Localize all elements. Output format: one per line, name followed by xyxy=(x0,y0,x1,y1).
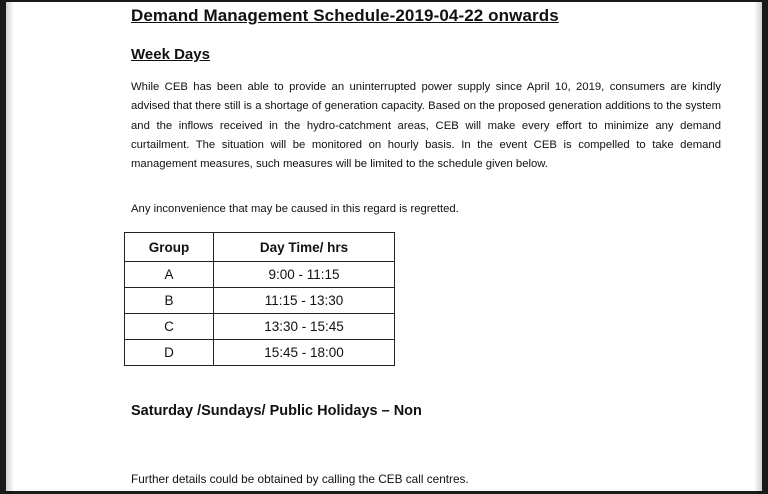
header-day-time: Day Time/ hrs xyxy=(214,233,395,262)
time-cell: 11:15 - 13:30 xyxy=(214,288,395,314)
table-header-row xyxy=(125,233,395,262)
schedule-table xyxy=(124,232,395,366)
time-cell: 13:30 - 15:45 xyxy=(214,314,395,340)
footer-note: Further details could be obtained by calling the CEB call centres. xyxy=(131,472,469,486)
table-row xyxy=(125,288,395,314)
table-row xyxy=(125,262,395,288)
group-cell: A xyxy=(125,262,214,288)
group-cell: D xyxy=(125,340,214,366)
regret-note: Any inconvenience that may be caused in this regard is regretted. xyxy=(131,203,459,215)
header-group: Group xyxy=(125,233,214,262)
document-title: Demand Management Schedule-2019-04-22 onwards xyxy=(131,6,559,25)
time-cell: 9:00 - 11:15 xyxy=(214,262,395,288)
group-cell: B xyxy=(125,288,214,314)
notice-paragraph: While CEB has been able to provide an uninterrupted power supply since April 10, 2019, consumers are kindly advised that there still is a shortage of generation capacity. Based on the proposed generation additions to the system and the inflows received in the hydro-catchment areas, CEB will make every effort to minimize any demand curtailment. The situation will be monitored on hourly basis. In the event CEB is compelled to take demand management measures, such measures will be limited to the schedule given below. xyxy=(131,81,721,171)
time-cell: 15:45 - 18:00 xyxy=(214,340,395,366)
page-shadow-left xyxy=(6,0,14,494)
group-cell: C xyxy=(125,314,214,340)
section-heading-week-days: Week Days xyxy=(131,46,210,63)
table-row xyxy=(125,314,395,340)
table-row xyxy=(125,340,395,366)
weekend-heading: Saturday /Sundays/ Public Holidays – Non xyxy=(131,403,422,419)
page-shadow-right xyxy=(754,0,762,494)
